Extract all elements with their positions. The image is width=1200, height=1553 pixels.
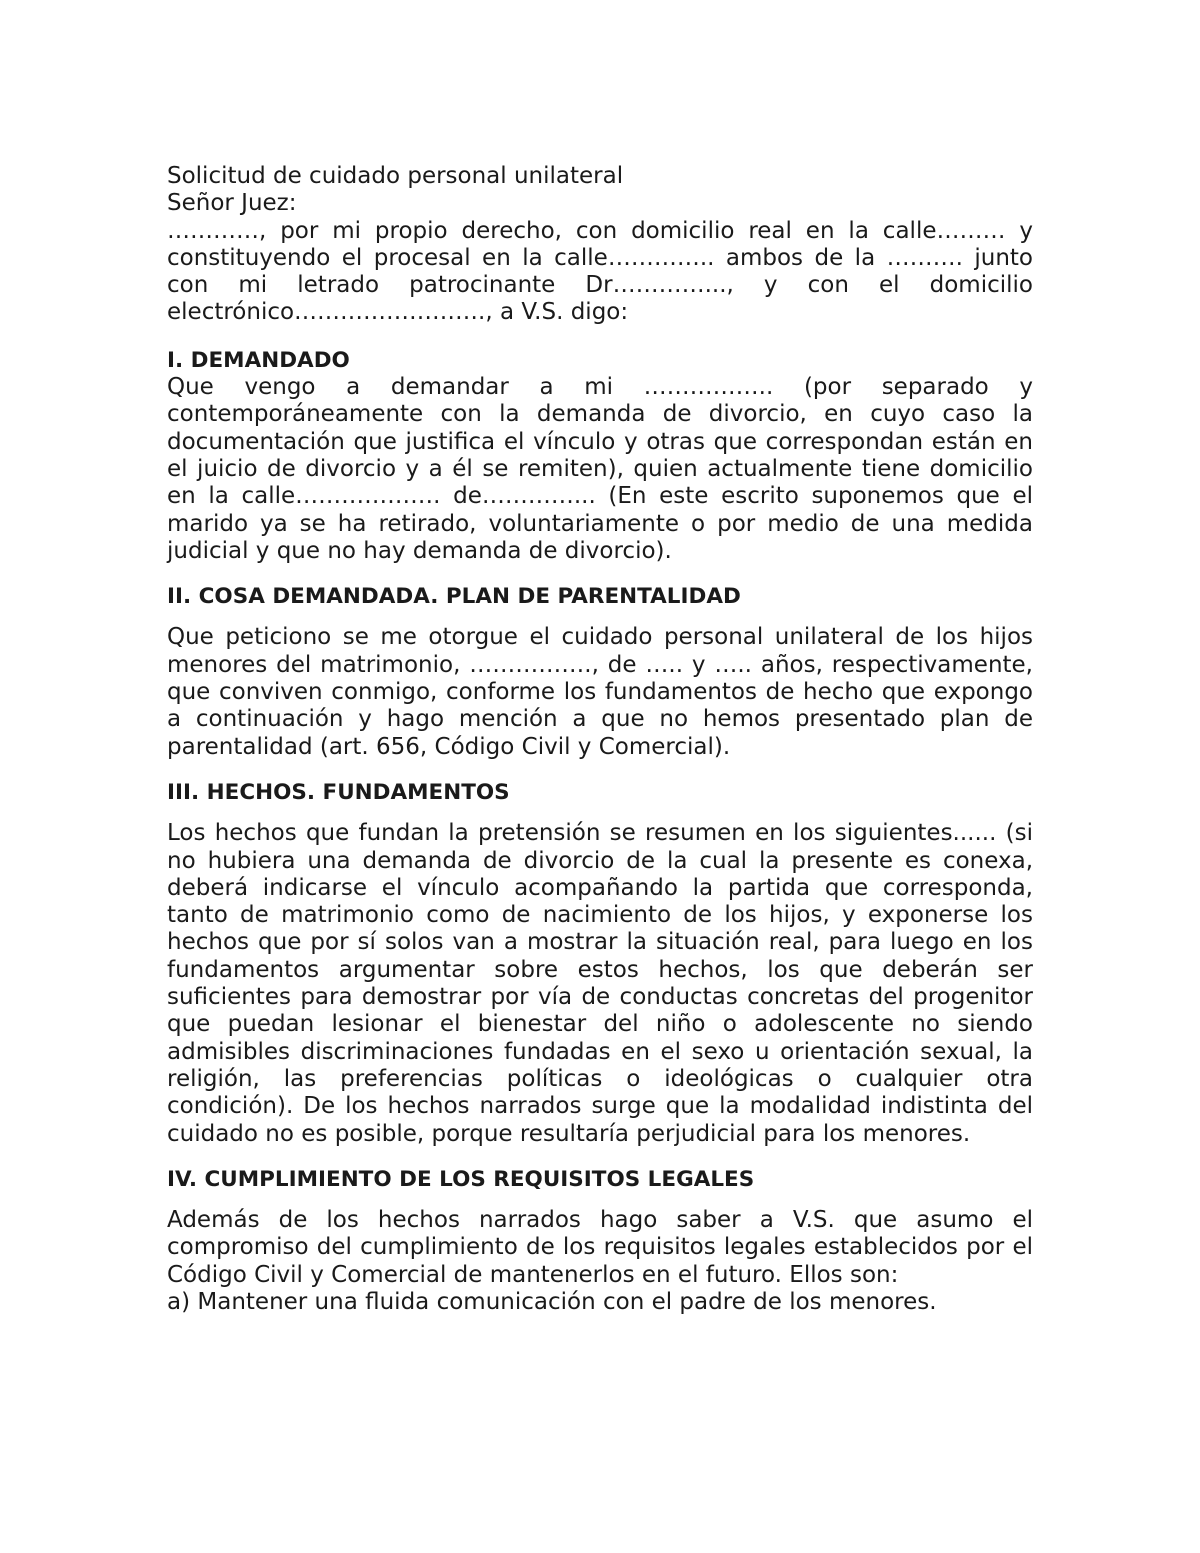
spacer bbox=[167, 565, 1033, 583]
intro-paragraph: …………, por mi propio derecho, con domicilio real en la calle……… y constituyendo el procesal en la calle………….. ambos de la ………. junto con mi letrado patrocinante Dr…………..., y con el domicilio electrónico……………………., a V.S. digo: bbox=[167, 217, 1033, 326]
section-paragraph-hechos: Los hechos que fundan la pretensión se resumen en los siguientes...... (si no hubiera una demanda de divorcio de la cual la presente es conexa, deberá indicarse el vínculo acompañando la partida que corresponda, tanto de matrimonio como de nacimiento de los hijos, y exponerse los hechos que por sí solos van a mostrar la situación real, para luego en los fundamentos argumentar sobre estos hechos, los que deberán ser suficientes para demostrar por vía de conductas concretas del progenitor que puedan lesionar el bienestar del niño o adolescente no siendo admisibles discriminaciones fundadas en el sexo u orientación sexual, la religión, las preferencias políticas o ideológicas o cualquier otra condición). De los hechos narrados surge que la modalidad indistinta del cuidado no es posible, porque resultaría perjudicial para los menores. bbox=[167, 820, 1033, 1147]
spacer bbox=[167, 761, 1033, 779]
spacer bbox=[167, 1193, 1033, 1207]
document-page bbox=[167, 163, 1033, 1316]
section-heading-requisitos: IV. CUMPLIMIENTO DE LOS REQUISITOS LEGALES bbox=[167, 1166, 755, 1192]
spacer bbox=[167, 806, 1033, 820]
document-title: Solicitud de cuidado personal unilateral bbox=[167, 163, 624, 189]
salutation: Señor Juez: bbox=[167, 190, 297, 217]
section-heading-cosa-demandada: II. COSA DEMANDADA. PLAN DE PARENTALIDAD bbox=[167, 584, 741, 610]
section-heading-hechos: III. HECHOS. FUNDAMENTOS bbox=[167, 779, 510, 805]
section-paragraph-requisitos: Además de los hechos narrados hago saber a V.S. que asumo el compromiso del cumplimiento de los requisitos legales establecidos por el Código Civil y Comercial de mantenerlos en el futuro. Ellos son: bbox=[167, 1207, 1033, 1288]
spacer bbox=[167, 1148, 1033, 1166]
requisito-item-a: a) Mantener una fluida comunicación con el padre de los menores. bbox=[167, 1288, 937, 1315]
section-paragraph-demandado: Que vengo a demandar a mi …………….. (por separado y contemporáneamente con la demanda de divorcio, en cuyo caso la documentación que justifica el vínculo y otras que correspondan están en el juicio de divorcio y a él se remiten), quien actualmente tiene domicilio en la calle………………. de…………... (En este escrito suponemos que el marido ya se ha retirado, voluntariamente o por medio de una medida judicial y que no hay demanda de divorcio). bbox=[167, 374, 1033, 564]
spacer bbox=[167, 327, 1033, 347]
spacer bbox=[167, 610, 1033, 624]
section-heading-demandado: I. DEMANDADO bbox=[167, 347, 350, 373]
section-paragraph-cosa-demandada: Que peticiono se me otorgue el cuidado personal unilateral de los hijos menores del matrimonio, ……………., de ….. y ….. años, respectivamente, que conviven conmigo, conforme los fundamentos de hecho que expongo a continuación y hago mención a que no hemos presentado plan de parentalidad (art. 656, Código Civil y Comercial). bbox=[167, 624, 1033, 760]
